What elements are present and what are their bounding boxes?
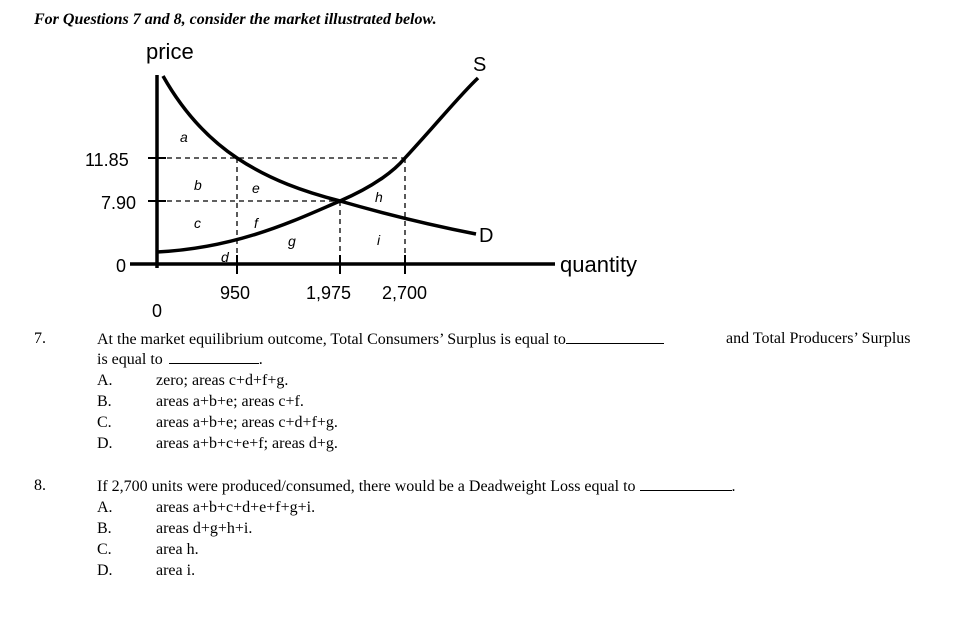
x-tick-1975: 1,975	[306, 283, 352, 303]
x-axis-label: quantity	[560, 252, 638, 277]
q7-stem-tail: and Total Producers’ Surplus	[726, 330, 911, 347]
q7-stem-line2	[97, 350, 263, 369]
q8-option-b-letter: B.	[97, 520, 112, 537]
q7-number: 7.	[34, 330, 46, 347]
y-tick-11-85: 11.85	[85, 150, 129, 170]
q8-stem	[97, 477, 736, 496]
area-d-label: d	[221, 249, 229, 265]
area-e-label: e	[252, 180, 260, 196]
demand-label: D	[479, 225, 494, 247]
q8-option-d-text: area i.	[156, 562, 196, 579]
q7-option-a-text: zero; areas c+d+f+g.	[156, 372, 289, 389]
q8-option-d-letter: D.	[97, 562, 113, 579]
area-c-label: c	[194, 215, 201, 231]
area-f-label: f	[254, 215, 258, 231]
q7-period: .	[258, 351, 263, 368]
area-g-label: g	[288, 233, 296, 249]
q7-option-d-text: areas a+b+c+e+f; areas d+g.	[156, 435, 338, 452]
q8-option-c-letter: C.	[97, 541, 112, 558]
q7-blank-1	[566, 330, 664, 344]
area-h-label: h	[375, 189, 383, 205]
x-origin-label: 0	[152, 301, 163, 321]
q8-option-b-text: areas d+g+h+i.	[156, 520, 253, 537]
area-b-label: b	[194, 177, 202, 193]
q7-stem-line1	[97, 330, 664, 349]
q7-blank-2	[169, 350, 259, 364]
q8-stem-text: If 2,700 units were produced/consumed, there would be a Deadweight Loss equal to	[97, 478, 636, 495]
x-tick-2700: 2,700	[382, 283, 428, 303]
q7-option-a-letter: A.	[97, 372, 113, 389]
q8-period: .	[731, 478, 736, 495]
q7-option-d-letter: D.	[97, 435, 113, 452]
q7-option-b-text: areas a+b+e; areas c+f.	[156, 393, 304, 410]
intro-heading: For Questions 7 and 8, consider the market illustrated below.	[34, 11, 437, 28]
area-i-label: i	[377, 232, 381, 248]
q7-stem-text: At the market equilibrium outcome, Total Consumers’ Surplus is equal to	[97, 331, 566, 348]
q7-option-c-letter: C.	[97, 414, 112, 431]
q7-option-b-letter: B.	[97, 393, 112, 410]
q8-number: 8.	[34, 477, 46, 494]
y-tick-0: 0	[116, 256, 127, 276]
y-tick-7-90: 7.90	[101, 193, 137, 213]
x-tick-950: 950	[220, 283, 251, 303]
q8-option-c-text: area h.	[156, 541, 199, 558]
q8-option-a-text: areas a+b+c+d+e+f+g+i.	[156, 499, 316, 516]
q7-option-c-text: areas a+b+e; areas c+d+f+g.	[156, 414, 338, 431]
y-axis-label: price	[146, 39, 194, 64]
q7-stem-line2-text: is equal to	[97, 351, 163, 368]
supply-label: S	[473, 54, 487, 76]
q8-option-a-letter: A.	[97, 499, 113, 516]
q8-blank	[640, 477, 732, 491]
area-a-label: a	[180, 129, 188, 145]
